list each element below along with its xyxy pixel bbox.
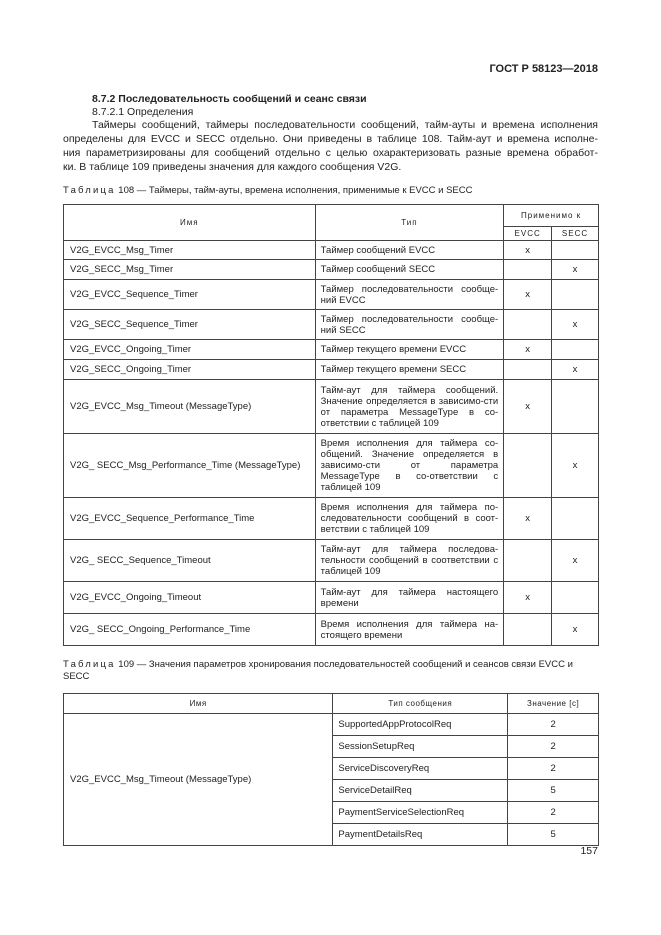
evcc-mark [504, 614, 552, 646]
timer-type: Время исполнения для таймера со-общений. Значение определяется в зависимо-сти от параметра MessageType в со-ответствии с таблицей 109 [315, 434, 504, 498]
timer-type: Таймер текущего времени EVCC [315, 340, 504, 360]
evcc-mark: x [504, 340, 552, 360]
table-row [64, 260, 599, 280]
timer-name: V2G_ SECC_Ongoing_Performance_Time [64, 614, 316, 646]
timer-name: V2G_EVCC_Ongoing_Timeout [64, 582, 316, 614]
table-row [64, 360, 599, 380]
timer-name: V2G_ SECC_Msg_Performance_Time (MessageType) [64, 434, 316, 498]
secc-mark: x [552, 434, 599, 498]
timer-name: V2G_EVCC_Ongoing_Timer [64, 340, 316, 360]
page-number: 157 [580, 845, 598, 857]
para-line: ния параметризированы для сообщений отдельно с целью охарактеризовать разные времена обработ- [63, 147, 598, 159]
timer-type: Время исполнения для таймера на-стоящего времени [315, 614, 504, 646]
table-row [64, 280, 599, 310]
header-value: Значение [с] [508, 694, 599, 714]
caption-word: Таблица [63, 185, 116, 196]
timer-type: Таймер сообщений EVCC [315, 241, 504, 260]
secc-mark: x [552, 614, 599, 646]
table-109 [63, 693, 599, 846]
header-evcc: EVCC [504, 227, 552, 241]
evcc-mark: x [504, 241, 552, 260]
table-108-caption [63, 185, 598, 197]
table-109-caption [63, 659, 598, 683]
timeout-value: 5 [508, 780, 599, 802]
table-row [64, 241, 599, 260]
message-type: SessionSetupReq [333, 736, 508, 758]
header-msg-type: Тип сообщения [333, 694, 508, 714]
timeout-value: 5 [508, 824, 599, 846]
table-108 [63, 204, 599, 646]
header-secc: SECC [552, 227, 599, 241]
table-row [64, 498, 599, 540]
evcc-mark [504, 540, 552, 582]
header-applicable: Применимо к [504, 205, 599, 227]
evcc-mark: x [504, 498, 552, 540]
timeout-name: V2G_EVCC_Msg_Timeout (MessageType) [64, 714, 333, 846]
secc-mark [552, 241, 599, 260]
timer-name: V2G_EVCC_Msg_Timeout (MessageType) [64, 380, 316, 434]
timer-type: Таймер текущего времени SECC [315, 360, 504, 380]
message-type: PaymentServiceSelectionReq [333, 802, 508, 824]
message-type: ServiceDiscoveryReq [333, 758, 508, 780]
para-line: ки. В таблице 109 приведены значения для каждого сообщения V2G. [63, 161, 402, 173]
message-type: SupportedAppProtocolReq [333, 714, 508, 736]
evcc-mark [504, 310, 552, 340]
secc-mark: x [552, 260, 599, 280]
timer-name: V2G_SECC_Ongoing_Timer [64, 360, 316, 380]
table-row [64, 614, 599, 646]
intro-paragraph [63, 118, 598, 174]
timer-type: Время исполнения для таймера по-следовательности сообщений в соот-ветствии с таблицей 109 [315, 498, 504, 540]
header-name: Имя [64, 694, 333, 714]
table-row [64, 434, 599, 498]
table-row [64, 540, 599, 582]
timer-name: V2G_SECC_Sequence_Timer [64, 310, 316, 340]
timeout-value: 2 [508, 714, 599, 736]
evcc-mark [504, 260, 552, 280]
message-type: ServiceDetailReq [333, 780, 508, 802]
timer-type: Тайм-аут для таймера настоящего времени [315, 582, 504, 614]
message-type: PaymentDetailsReq [333, 824, 508, 846]
table-row [64, 340, 599, 360]
secc-mark [552, 380, 599, 434]
timer-type: Тайм-аут для таймера сообщений. Значение определяется в зависимо-сти от параметра MessageType в со-ответствии с таблицей 109 [315, 380, 504, 434]
evcc-mark [504, 434, 552, 498]
timer-name: V2G_EVCC_Sequence_Timer [64, 280, 316, 310]
secc-mark: x [552, 540, 599, 582]
standard-number: ГОСТ Р 58123—2018 [489, 63, 598, 75]
timeout-value: 2 [508, 736, 599, 758]
secc-mark [552, 280, 599, 310]
caption-word: Таблица [63, 659, 116, 670]
caption-text: 109 — Значения параметров хронирования последовательностей сообщений и сеансов связи EVCC и SECC [63, 659, 573, 682]
table-row [64, 714, 599, 736]
table-row [64, 310, 599, 340]
secc-mark [552, 498, 599, 540]
para-line: определены для EVCC и SECC отдельно. Они приведены в таблице 108. Тайм-аут и времена исполне- [63, 133, 598, 145]
subsection-title: 8.7.2.1 Определения [92, 106, 194, 118]
timer-type: Тайм-аут для таймера последова-тельности сообщений в соответствии с таблицей 109 [315, 540, 504, 582]
timer-type: Таймер последовательности сообще-ний SECC [315, 310, 504, 340]
secc-mark [552, 340, 599, 360]
caption-text: 108 — Таймеры, тайм-ауты, времена исполнения, применимые к EVCC и SECC [115, 185, 473, 196]
section-title: 8.7.2 Последовательность сообщений и сеанс связи [92, 93, 367, 105]
evcc-mark: x [504, 380, 552, 434]
evcc-mark [504, 360, 552, 380]
secc-mark [552, 582, 599, 614]
header-type: Тип [315, 205, 504, 241]
header-name: Имя [64, 205, 316, 241]
secc-mark: x [552, 310, 599, 340]
table-row [64, 380, 599, 434]
timeout-value: 2 [508, 758, 599, 780]
timer-type: Таймер последовательности сообще-ний EVCC [315, 280, 504, 310]
para-line: Таймеры сообщений, таймеры последовательности сообщений, тайм-ауты и времена исполнения [92, 119, 598, 131]
timer-name: V2G_SECC_Msg_Timer [64, 260, 316, 280]
timer-name: V2G_ SECC_Sequence_Timeout [64, 540, 316, 582]
timeout-value: 2 [508, 802, 599, 824]
evcc-mark: x [504, 582, 552, 614]
secc-mark: x [552, 360, 599, 380]
timer-name: V2G_EVCC_Sequence_Performance_Time [64, 498, 316, 540]
timer-type: Таймер сообщений SECC [315, 260, 504, 280]
timer-name: V2G_EVCC_Msg_Timer [64, 241, 316, 260]
evcc-mark: x [504, 280, 552, 310]
table-row [64, 582, 599, 614]
